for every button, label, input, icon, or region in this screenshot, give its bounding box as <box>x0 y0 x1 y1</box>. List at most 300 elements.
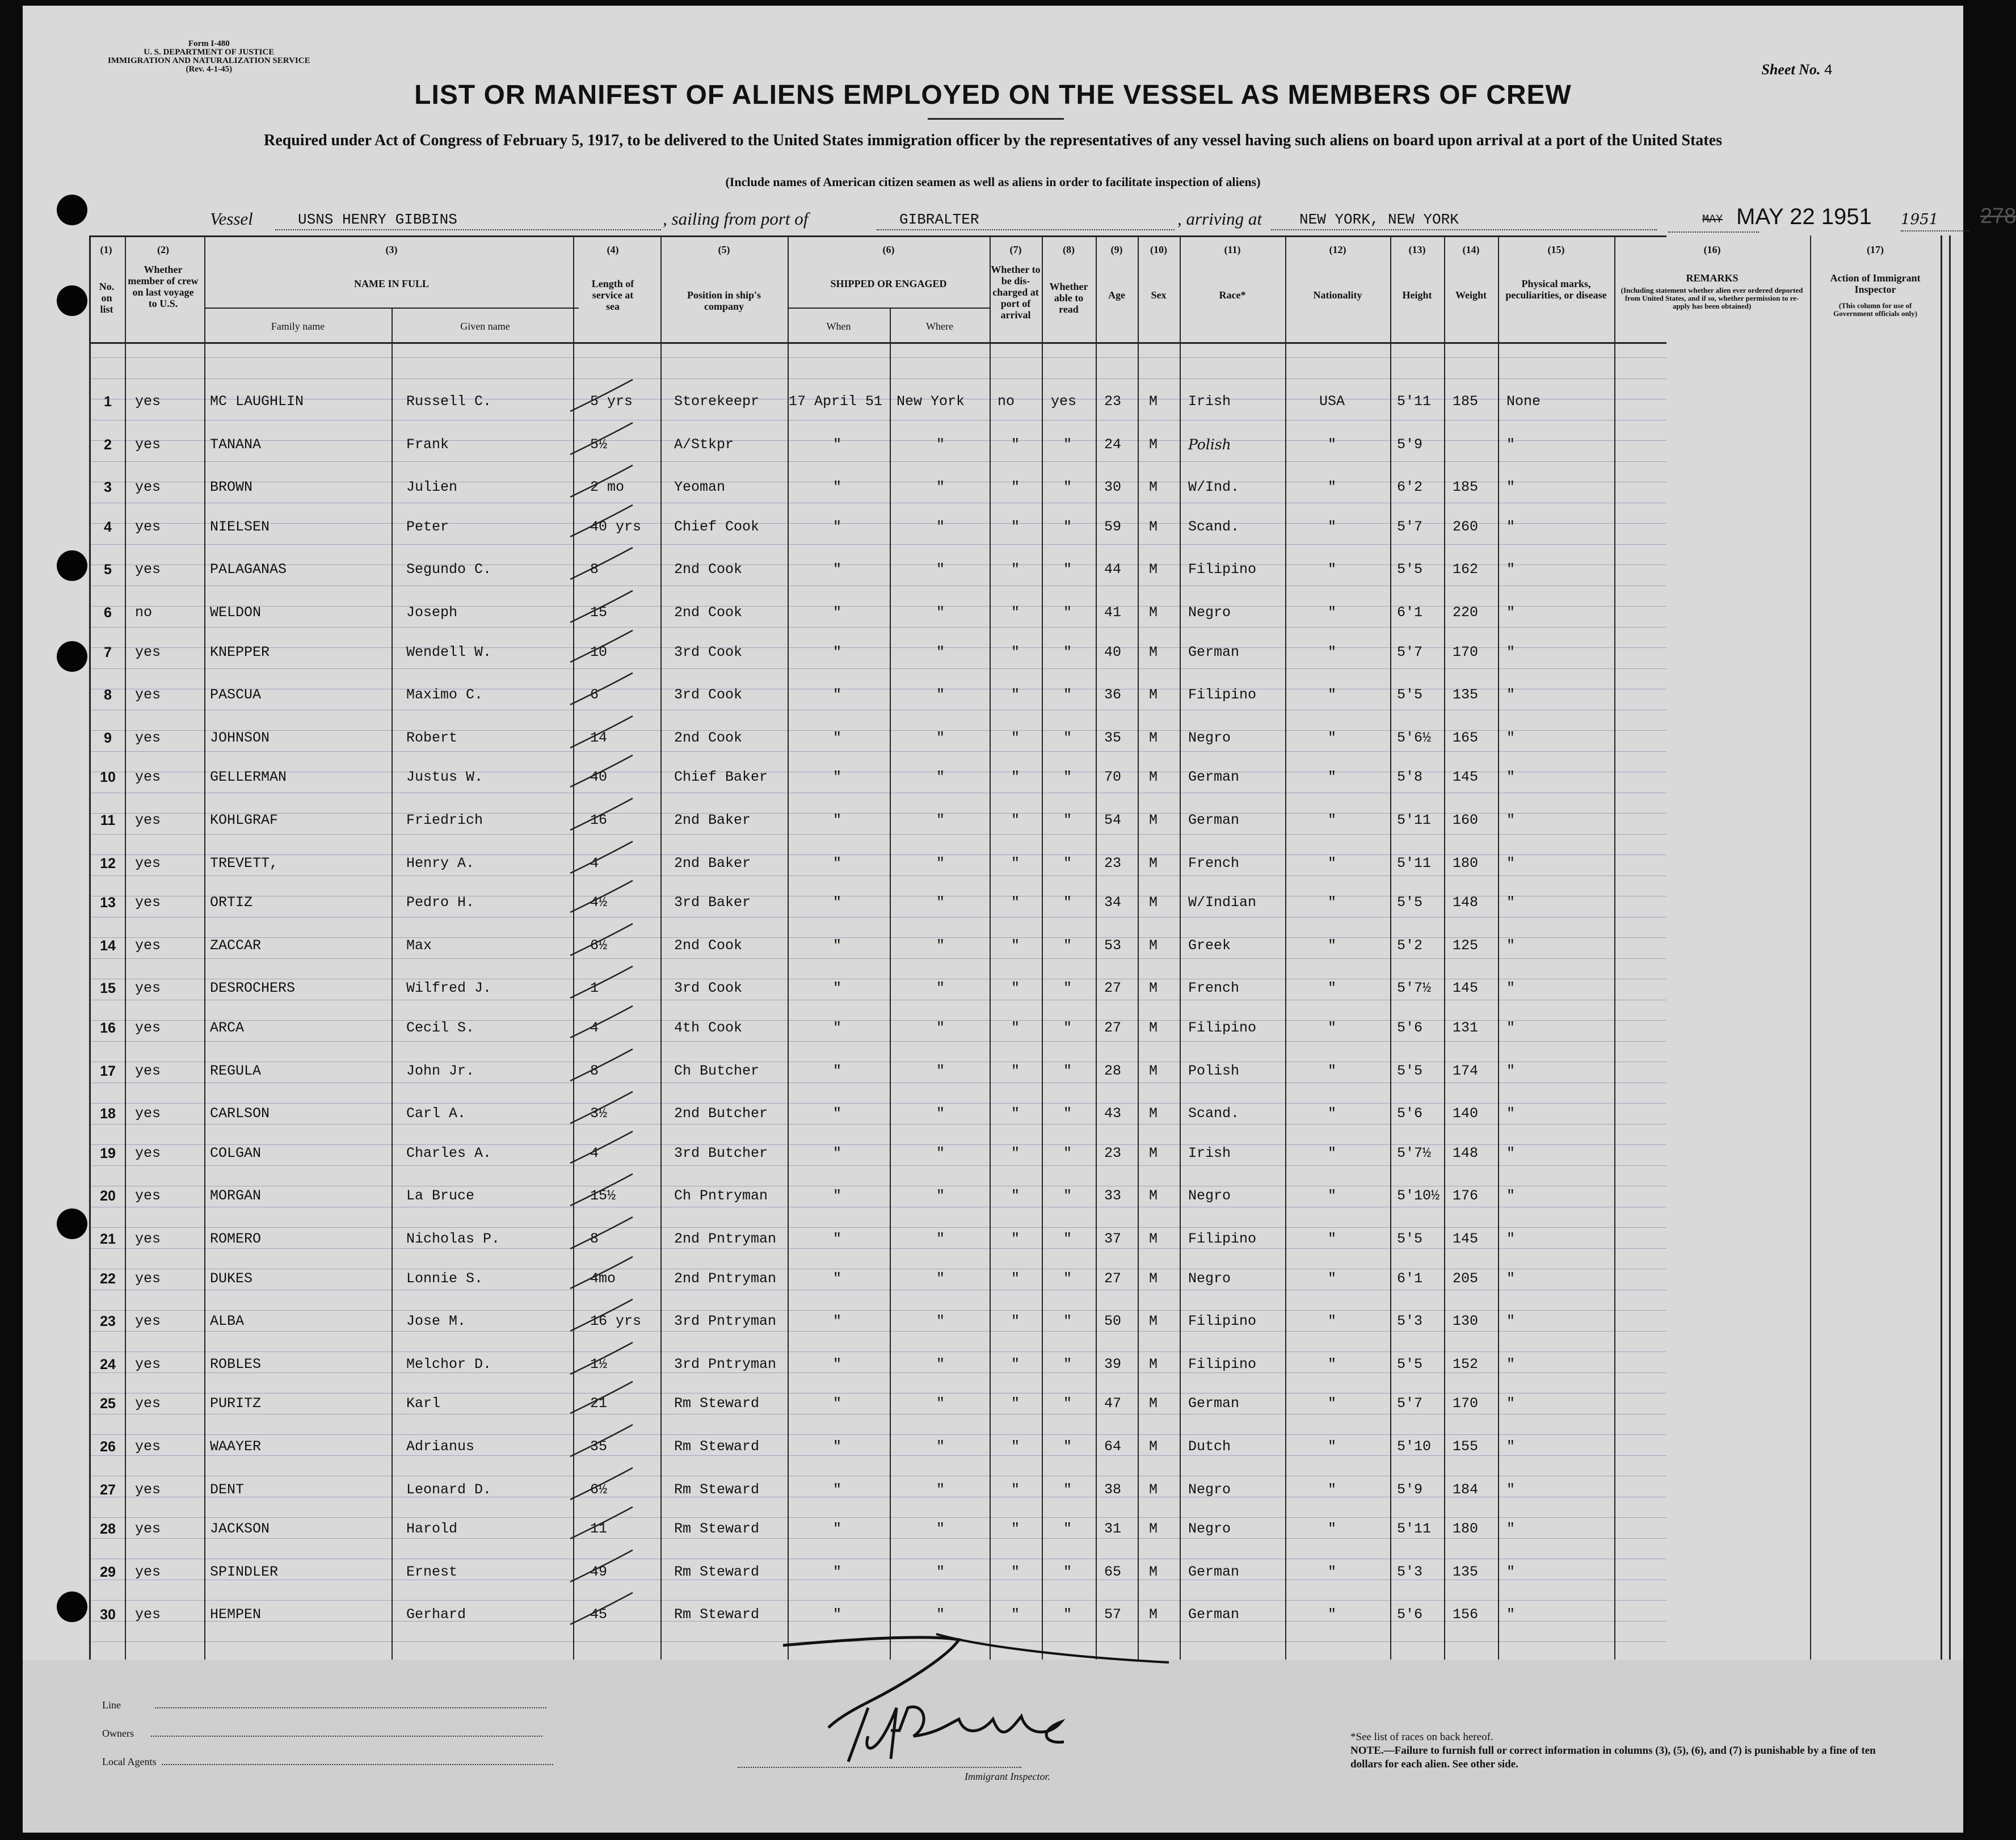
row-crew: yes <box>135 519 161 535</box>
page-title: LIST OR MANIFEST OF ALIENS EMPLOYED ON THE VESSEL AS MEMBERS OF CREW <box>414 80 1572 110</box>
row-race: Filipino <box>1188 561 1257 578</box>
row-discharged: " <box>1011 436 1020 453</box>
row-family: PURITZ <box>210 1395 262 1412</box>
row-age: 44 <box>1104 561 1122 578</box>
row-height: 6'1 <box>1397 604 1423 621</box>
row-nationality: " <box>1328 1145 1337 1161</box>
row-family: BROWN <box>210 479 253 495</box>
row-marks: " <box>1506 980 1516 996</box>
row-where: " <box>936 1145 945 1161</box>
row-when: " <box>833 479 842 495</box>
row-sex: M <box>1149 1020 1158 1036</box>
row-position: A/Stkpr <box>674 436 734 453</box>
row-age: 64 <box>1104 1438 1122 1455</box>
row-crew: yes <box>135 644 161 660</box>
inspector-label: Immigrant Inspector. <box>965 1771 1050 1782</box>
row-given: Lonnie S. <box>406 1270 483 1287</box>
ruled-line <box>89 1041 1666 1042</box>
row-family: ROBLES <box>210 1356 262 1372</box>
ruled-line <box>89 1538 1666 1539</box>
col4-num: (4) <box>607 244 619 255</box>
row-nationality: " <box>1328 1564 1337 1580</box>
row-height: 6'1 <box>1397 1270 1423 1287</box>
row-no: 5 <box>104 562 112 578</box>
row-sex: M <box>1149 1105 1158 1122</box>
row-family: ALBA <box>210 1313 245 1329</box>
row-marks: " <box>1506 1063 1516 1079</box>
row-discharged: " <box>1011 1481 1020 1498</box>
check-mark-icon <box>567 419 635 459</box>
row-given: Carl A. <box>406 1105 466 1122</box>
row-position: Rm Steward <box>674 1521 760 1537</box>
row-height: 5'7½ <box>1397 1145 1432 1161</box>
row-race: Negro <box>1188 1481 1231 1498</box>
row-nationality: " <box>1328 730 1337 746</box>
row-sex: M <box>1149 687 1158 703</box>
row-age: 54 <box>1104 812 1122 828</box>
row-height: 5'6 <box>1397 1020 1423 1036</box>
row-when: 17 April 51 <box>789 393 883 410</box>
row-where: " <box>936 561 945 578</box>
row-height: 5'6 <box>1397 1606 1423 1623</box>
row-sex: M <box>1149 1564 1158 1580</box>
table-top-border <box>89 235 1666 237</box>
row-marks: " <box>1506 1564 1516 1580</box>
row-read: " <box>1063 604 1072 621</box>
row-race: W/Ind. <box>1188 479 1240 495</box>
row-race: German <box>1188 812 1240 828</box>
row-age: 41 <box>1104 604 1122 621</box>
row-family: DENT <box>210 1481 245 1498</box>
row-where: " <box>936 1188 945 1204</box>
row-no: 9 <box>104 730 112 746</box>
row-given: Wilfred J. <box>406 980 492 996</box>
row-service: 1½ <box>590 1356 608 1372</box>
row-sex: M <box>1149 730 1158 746</box>
row-service: 11 <box>590 1521 608 1537</box>
row-service: 2 mo <box>590 479 625 495</box>
row-crew: yes <box>135 1063 161 1079</box>
row-marks: " <box>1506 519 1516 535</box>
row-read: " <box>1063 1564 1072 1580</box>
row-read: " <box>1063 769 1072 785</box>
col4-label: Length of service at sea <box>591 278 634 312</box>
ruled-line <box>89 606 1666 607</box>
row-nationality: " <box>1328 519 1337 535</box>
sheet-number <box>1761 61 1833 79</box>
row-marks: " <box>1506 1438 1516 1455</box>
row-crew: yes <box>135 479 161 495</box>
row-race: German <box>1188 1606 1240 1623</box>
row-weight: 260 <box>1453 519 1479 535</box>
row-position: Ch Butcher <box>674 1063 760 1079</box>
row-crew: yes <box>135 1438 161 1455</box>
row-where: " <box>936 1063 945 1079</box>
row-marks: " <box>1506 1521 1516 1537</box>
page-number: 278 <box>1980 204 2016 228</box>
row-given: Cecil S. <box>406 1020 475 1036</box>
row-nationality: " <box>1328 1270 1337 1287</box>
ruled-line <box>89 1124 1666 1125</box>
vessel-label: Vessel <box>210 209 253 229</box>
ruled-line <box>89 958 1666 959</box>
col17-num: (17) <box>1867 244 1884 255</box>
check-mark-icon <box>567 920 635 960</box>
row-discharged: " <box>1011 769 1020 785</box>
col10-label: Sex <box>1151 289 1167 301</box>
row-sex: M <box>1149 1188 1158 1204</box>
row-where: " <box>936 1313 945 1329</box>
row-sex: M <box>1149 1521 1158 1537</box>
row-age: 28 <box>1104 1063 1122 1079</box>
row-position: 3rd Pntryman <box>674 1313 777 1329</box>
check-mark-icon <box>567 544 635 584</box>
row-when: " <box>833 519 842 535</box>
ruled-line <box>89 440 1666 441</box>
row-race: Irish <box>1188 1145 1231 1161</box>
row-nationality: " <box>1328 1521 1337 1537</box>
row-read: " <box>1063 1188 1072 1204</box>
row-nationality: " <box>1328 1395 1337 1412</box>
row-no: 12 <box>100 856 116 871</box>
row-when: " <box>833 1231 842 1247</box>
row-sex: M <box>1149 937 1158 954</box>
row-discharged: " <box>1011 1063 1020 1079</box>
row-family: TANANA <box>210 436 262 453</box>
row-marks: " <box>1506 1313 1516 1329</box>
check-mark-icon <box>567 462 635 502</box>
check-mark-icon <box>567 587 635 627</box>
line-label: Line <box>102 1699 121 1711</box>
row-where: " <box>936 1395 945 1412</box>
row-height: 5'9 <box>1397 1481 1423 1498</box>
row-position: Ch Pntryman <box>674 1188 768 1204</box>
row-sex: M <box>1149 1145 1158 1161</box>
races-note: *See list of races on back hereof. <box>1350 1731 1493 1743</box>
row-nationality: " <box>1328 769 1337 785</box>
row-no: 15 <box>100 980 116 996</box>
inspector-field <box>738 1759 1050 1783</box>
row-weight: 220 <box>1453 604 1479 621</box>
row-sex: M <box>1149 644 1158 660</box>
row-family: DUKES <box>210 1270 253 1287</box>
row-crew: yes <box>135 561 161 578</box>
column-line <box>1614 235 1615 1660</box>
row-race: Scand. <box>1188 1105 1240 1122</box>
row-sex: M <box>1149 479 1158 495</box>
col13-num: (13) <box>1408 244 1426 255</box>
row-position: 3rd Pntryman <box>674 1356 777 1372</box>
column-line <box>125 235 126 1660</box>
ruled-line <box>89 1372 1666 1373</box>
row-nationality: " <box>1328 855 1337 871</box>
col16-num: (16) <box>1703 244 1721 255</box>
row-no: 8 <box>104 687 112 703</box>
row-marks: " <box>1506 1270 1516 1287</box>
row-discharged: " <box>1011 1521 1020 1537</box>
row-weight: 184 <box>1453 1481 1479 1498</box>
row-position: 4th Cook <box>674 1020 743 1036</box>
row-service: 6½ <box>590 1481 608 1498</box>
row-service: 8 <box>590 561 599 578</box>
row-discharged: " <box>1011 980 1020 996</box>
check-mark-icon <box>567 1088 635 1128</box>
row-nationality: USA <box>1319 393 1345 410</box>
row-sex: M <box>1149 1313 1158 1329</box>
row-where: " <box>936 812 945 828</box>
column-line <box>1444 235 1445 1660</box>
row-given: Robert <box>406 730 458 746</box>
row-discharged: " <box>1011 894 1020 911</box>
row-race: German <box>1188 1395 1240 1412</box>
ruled-line <box>89 1103 1666 1104</box>
row-when: " <box>833 894 842 911</box>
col17-note: (This column for use of Government officials only) <box>1833 301 1918 318</box>
row-weight: 145 <box>1453 1231 1479 1247</box>
subtitle: Required under Act of Congress of February 5, 1917, to be delivered to the United States immigration officer by the representatives of any vessel having such aliens on board upon arrival at a port of the United States <box>264 132 1722 149</box>
row-height: 5'3 <box>1397 1313 1423 1329</box>
row-crew: yes <box>135 436 161 453</box>
row-when: " <box>833 436 842 453</box>
column-line <box>660 235 662 1660</box>
row-given: Harold <box>406 1521 458 1537</box>
row-age: 35 <box>1104 730 1122 746</box>
row-service: 45 <box>590 1606 608 1623</box>
row-race: Dutch <box>1188 1438 1231 1455</box>
row-nationality: " <box>1328 1606 1337 1623</box>
row-service: 4 <box>590 1020 599 1036</box>
row-no: 26 <box>100 1439 116 1455</box>
ruled-line <box>89 751 1666 752</box>
row-age: 27 <box>1104 1270 1122 1287</box>
row-discharged: " <box>1011 1356 1020 1372</box>
row-family: ROMERO <box>210 1231 262 1247</box>
col12-label: Nationality <box>1313 289 1362 301</box>
row-height: 5'9 <box>1397 436 1423 453</box>
row-height: 5'5 <box>1397 894 1423 911</box>
row-read: " <box>1063 1313 1072 1329</box>
row-family: WAAYER <box>210 1438 262 1455</box>
row-age: 34 <box>1104 894 1122 911</box>
row-service: 16 <box>590 812 608 828</box>
row-crew: yes <box>135 812 161 828</box>
row-family: GELLERMAN <box>210 769 287 785</box>
row-where: " <box>936 769 945 785</box>
row-family: ARCA <box>210 1020 245 1036</box>
sheet-label: Sheet No. <box>1761 61 1821 78</box>
row-discharged: " <box>1011 1564 1020 1580</box>
row-weight: 155 <box>1453 1438 1479 1455</box>
check-mark-icon <box>567 713 635 752</box>
check-mark-icon <box>567 1504 635 1543</box>
row-when: " <box>833 730 842 746</box>
row-marks: " <box>1506 937 1516 954</box>
row-discharged: " <box>1011 1270 1020 1287</box>
col7-label: Whether to be dis-charged at port of arrival <box>991 264 1041 321</box>
row-weight: 205 <box>1453 1270 1479 1287</box>
row-service: 21 <box>590 1395 608 1412</box>
row-read: " <box>1063 519 1072 535</box>
row-marks: " <box>1506 1020 1516 1036</box>
row-position: 2nd Pntryman <box>674 1270 777 1287</box>
row-no: 24 <box>100 1357 116 1372</box>
col5-num: (5) <box>718 244 730 255</box>
row-weight: 140 <box>1453 1105 1479 1122</box>
row-crew: yes <box>135 1395 161 1412</box>
ruled-line <box>89 1455 1666 1456</box>
sailing-port: GIBRALTER <box>877 211 1175 230</box>
row-position: Storekeepr <box>674 393 760 410</box>
row-when: " <box>833 604 842 621</box>
col3-num: (3) <box>385 244 398 255</box>
row-weight: 162 <box>1453 561 1479 578</box>
row-marks: " <box>1506 1606 1516 1623</box>
row-service: 40 yrs <box>590 519 642 535</box>
manifest-page <box>23 6 2016 1833</box>
col3-family: Family name <box>271 321 325 332</box>
row-family: PALAGANAS <box>210 561 287 578</box>
row-no: 7 <box>104 645 112 660</box>
row-read: " <box>1063 1438 1072 1455</box>
row-where: " <box>936 730 945 746</box>
row-marks: " <box>1506 644 1516 660</box>
row-no: 1 <box>104 394 112 410</box>
row-sex: M <box>1149 519 1158 535</box>
ruled-line <box>89 1434 1666 1435</box>
row-weight: 180 <box>1453 1521 1479 1537</box>
row-marks: " <box>1506 730 1516 746</box>
row-discharged: " <box>1011 1188 1020 1204</box>
row-race: German <box>1188 1564 1240 1580</box>
row-when: " <box>833 1020 842 1036</box>
row-age: 33 <box>1104 1188 1122 1204</box>
row-where: New York <box>897 393 965 410</box>
row-crew: yes <box>135 1521 161 1537</box>
check-mark-icon <box>567 1589 635 1629</box>
column-line <box>1285 235 1286 1660</box>
vessel-name: USNS HENRY GIBBINS <box>275 211 661 230</box>
row-weight: 185 <box>1453 393 1479 410</box>
check-mark-icon <box>567 963 635 1003</box>
row-height: 5'10½ <box>1397 1188 1440 1204</box>
col9-label: Age <box>1108 289 1125 301</box>
row-position: 2nd Baker <box>674 812 751 828</box>
column-line <box>204 235 205 1660</box>
row-where: " <box>936 1231 945 1247</box>
ruled-line <box>89 647 1666 648</box>
row-given: John Jr. <box>406 1063 475 1079</box>
row-read: " <box>1063 644 1072 660</box>
row-service: 4 <box>590 855 599 871</box>
row-weight: 170 <box>1453 644 1479 660</box>
row-no: 22 <box>100 1271 116 1287</box>
row-where: " <box>936 1521 945 1537</box>
row-position: Rm Steward <box>674 1438 760 1455</box>
row-read: " <box>1063 980 1072 996</box>
ruled-line <box>89 1331 1666 1332</box>
ruled-line <box>89 544 1666 545</box>
check-mark-icon <box>567 1046 635 1085</box>
punch-hole <box>57 550 87 581</box>
row-age: 31 <box>1104 1521 1122 1537</box>
row-position: 2nd Cook <box>674 561 743 578</box>
row-read: " <box>1063 1270 1072 1287</box>
line-field <box>102 1699 546 1711</box>
row-service: 15 <box>590 604 608 621</box>
row-when: " <box>833 769 842 785</box>
row-discharged: no <box>998 393 1015 410</box>
row-crew: yes <box>135 1481 161 1498</box>
row-nationality: " <box>1328 561 1337 578</box>
row-no: 6 <box>104 605 112 621</box>
row-read: " <box>1063 436 1072 453</box>
row-marks: " <box>1506 561 1516 578</box>
row-family: PASCUA <box>210 687 262 703</box>
row-race: Polish <box>1188 436 1231 453</box>
row-position: Rm Steward <box>674 1606 760 1623</box>
punch-hole <box>57 285 87 316</box>
row-height: 5'11 <box>1397 393 1432 410</box>
row-crew: yes <box>135 937 161 954</box>
row-family: ZACCAR <box>210 937 262 954</box>
row-weight: 152 <box>1453 1356 1479 1372</box>
row-where: " <box>936 1606 945 1623</box>
row-given: Ernest <box>406 1564 458 1580</box>
col3-given: Given name <box>460 321 510 332</box>
row-crew: yes <box>135 1231 161 1247</box>
row-race: French <box>1188 980 1240 996</box>
row-given: Joseph <box>406 604 458 621</box>
row-given: Adrianus <box>406 1438 475 1455</box>
row-family: MORGAN <box>210 1188 262 1204</box>
row-family: CARLSON <box>210 1105 270 1122</box>
row-race: Negro <box>1188 1188 1231 1204</box>
row-race: Greek <box>1188 937 1231 954</box>
row-given: Henry A. <box>406 855 475 871</box>
row-age: 39 <box>1104 1356 1122 1372</box>
column-line <box>1390 235 1391 1660</box>
row-crew: yes <box>135 730 161 746</box>
row-marks: " <box>1506 1145 1516 1161</box>
check-mark-icon <box>567 1339 635 1379</box>
col15-num: (15) <box>1547 244 1565 255</box>
row-service: 14 <box>590 730 608 746</box>
row-no: 17 <box>100 1063 116 1079</box>
check-mark-icon <box>567 1378 635 1418</box>
check-mark-icon <box>567 795 635 835</box>
row-nationality: " <box>1328 1438 1337 1455</box>
row-no: 11 <box>100 812 116 828</box>
row-weight: 148 <box>1453 1145 1479 1161</box>
fine-note: NOTE.—Failure to furnish full or correct information in columns (3), (5), (6), and (7) is punishable by a fine of ten dollars for each alien. See other side. <box>1350 1745 1876 1770</box>
row-given: Jose M. <box>406 1313 466 1329</box>
row-position: 3rd Butcher <box>674 1145 768 1161</box>
col11-label: Race* <box>1219 289 1246 301</box>
row-family: TREVETT, <box>210 855 279 871</box>
row-when: " <box>833 1145 842 1161</box>
row-discharged: " <box>1011 561 1020 578</box>
row-read: yes <box>1051 393 1077 410</box>
row-position: 2nd Cook <box>674 604 743 621</box>
row-no: 18 <box>100 1106 116 1122</box>
row-no: 29 <box>100 1564 116 1580</box>
row-read: " <box>1063 730 1072 746</box>
row-where: " <box>936 855 945 871</box>
ruled-line <box>89 875 1666 876</box>
ruled-line <box>89 461 1666 462</box>
row-weight: 130 <box>1453 1313 1479 1329</box>
row-given: Friedrich <box>406 812 483 828</box>
